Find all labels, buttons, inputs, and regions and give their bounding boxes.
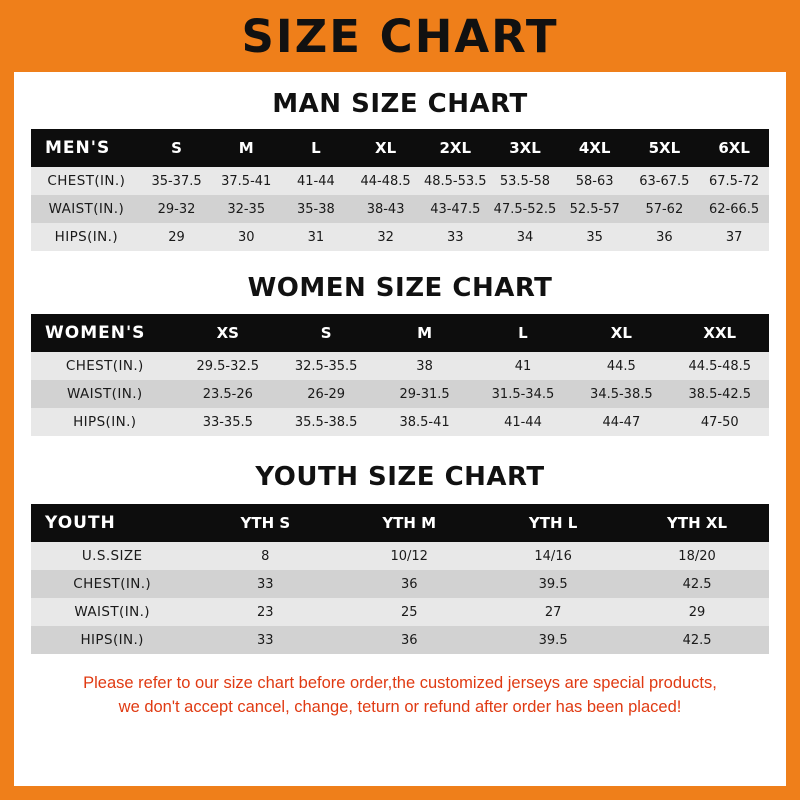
youth-cell-0-0: 8	[261, 548, 270, 564]
men-cell-1-2: 35-38	[297, 201, 335, 217]
women-header-cell-2: S	[320, 324, 332, 342]
women-table-header	[31, 314, 769, 352]
men-cell-2-5: 34	[516, 229, 534, 245]
table-header-row	[31, 129, 769, 167]
men-cell-2-2: 31	[307, 229, 325, 245]
men-cell-1-5: 47.5-52.5	[493, 201, 557, 217]
men-cell-2-1: 30	[237, 229, 255, 245]
women-size-table	[31, 314, 769, 436]
women-cell-2-4: 44-47	[602, 414, 641, 430]
youth-cell-0-3: 18/20	[678, 548, 716, 564]
men-header-cell-8: 5XL	[648, 139, 681, 157]
youth-header-cell-2: YTH M	[382, 514, 437, 532]
men-cell-0-0: 35-37.5	[151, 173, 202, 189]
men-cell-0-3: 44-48.5	[360, 173, 411, 189]
men-header-cell-9: 6XL	[718, 139, 750, 157]
men-cell-1-8: 62-66.5	[709, 201, 760, 217]
women-cell-0-3: 41	[514, 358, 532, 374]
women-cell-0-5: 44.5-48.5	[688, 358, 752, 374]
men-row-label-1: WAIST(IN.)	[48, 201, 125, 217]
youth-cell-0-2: 14/16	[534, 548, 572, 564]
content-area	[14, 89, 786, 720]
footer-note-line-2: we don't accept cancel, change, teturn or refund after order has been placed!	[118, 697, 682, 716]
men-cell-2-6: 35	[586, 229, 603, 245]
youth-table-header	[31, 504, 769, 542]
youth-size-table	[31, 504, 769, 654]
header-band	[0, 0, 800, 72]
women-cell-1-4: 34.5-38.5	[590, 386, 653, 402]
youth-cell-2-1: 25	[400, 604, 418, 620]
men-cell-2-4: 33	[447, 229, 464, 245]
women-cell-0-1: 32.5-35.5	[294, 358, 358, 374]
men-cell-1-1: 32-35	[227, 201, 266, 217]
men-header-cell-7: 4XL	[578, 139, 611, 157]
women-cell-1-5: 38.5-42.5	[688, 386, 752, 402]
men-cell-0-2: 41-44	[297, 173, 335, 189]
women-header-cell-1: XS	[216, 324, 239, 342]
youth-cell-0-1: 10/12	[390, 548, 428, 564]
men-cell-0-4: 48.5-53.5	[423, 173, 487, 189]
footer-note-line-1: Please refer to our size chart before order,the customized jerseys are special products,	[83, 674, 717, 692]
youth-header-cell-1: YTH S	[240, 514, 291, 532]
women-cell-2-5: 47-50	[700, 414, 739, 430]
men-cell-0-1: 37.5-41	[221, 173, 272, 189]
men-header-cell-5: 2XL	[439, 139, 472, 157]
women-header-cell-6: XXL	[703, 324, 737, 342]
youth-header-cell-0: YOUTH	[45, 513, 116, 533]
women-header-cell-4: L	[518, 324, 528, 342]
women-cell-0-0: 29.5-32.5	[196, 358, 260, 374]
women-header-cell-3: M	[417, 324, 433, 342]
men-header-cell-3: L	[311, 139, 321, 157]
men-size-table	[31, 129, 769, 251]
women-cell-2-0: 33-35.5	[202, 414, 253, 430]
table-row	[31, 380, 769, 408]
youth-cell-2-3: 29	[688, 604, 706, 620]
table-row	[31, 352, 769, 380]
table-row	[31, 195, 769, 223]
youth-cell-1-2: 39.5	[538, 576, 568, 592]
men-row-label-2: HIPS(IN.)	[54, 229, 119, 245]
table-header-row	[31, 314, 769, 352]
women-row-label-2: HIPS(IN.)	[73, 414, 137, 430]
women-header-cell-5: XL	[610, 324, 632, 342]
men-row-label-0: CHEST(IN.)	[47, 173, 126, 189]
men-cell-2-7: 36	[656, 229, 673, 245]
footer-note	[31, 672, 769, 720]
youth-cell-2-2: 27	[544, 604, 562, 620]
men-table-header	[31, 129, 769, 167]
women-cell-2-2: 38.5-41	[399, 414, 450, 430]
women-cell-2-3: 41-44	[504, 414, 542, 430]
youth-cell-3-3: 42.5	[682, 632, 712, 648]
women-cell-0-2: 38	[416, 358, 433, 374]
youth-row-label-3: HIPS(IN.)	[80, 632, 144, 648]
women-section-title: WOMEN SIZE CHART	[247, 273, 553, 303]
men-header-cell-2: M	[238, 139, 254, 157]
women-cell-1-0: 23.5-26	[202, 386, 253, 402]
table-row	[31, 167, 769, 195]
women-cell-1-2: 29-31.5	[399, 386, 450, 402]
women-cell-2-1: 35.5-38.5	[294, 414, 358, 430]
youth-row-label-1: CHEST(IN.)	[73, 576, 152, 592]
youth-cell-1-3: 42.5	[682, 576, 712, 592]
men-header-cell-0: MEN'S	[45, 138, 111, 158]
men-cell-2-0: 29	[168, 229, 185, 245]
table-row	[31, 570, 769, 598]
men-cell-1-3: 38-43	[366, 201, 405, 217]
men-cell-2-3: 32	[377, 229, 394, 245]
women-cell-0-4: 44.5	[606, 358, 636, 374]
table-row	[31, 542, 769, 570]
women-header-cell-0: WOMEN'S	[45, 323, 146, 343]
youth-table-body	[31, 542, 769, 654]
bottom-band	[0, 786, 800, 800]
men-cell-2-8: 37	[725, 229, 743, 245]
youth-cell-1-0: 33	[257, 576, 274, 592]
men-table-body	[31, 167, 769, 251]
table-row	[31, 626, 769, 654]
youth-cell-3-2: 39.5	[538, 632, 568, 648]
man-section-title: MAN SIZE CHART	[272, 89, 528, 119]
youth-cell-2-0: 23	[257, 604, 274, 620]
men-header-cell-6: 3XL	[509, 139, 541, 157]
men-header-cell-4: XL	[375, 139, 397, 157]
women-cell-1-3: 31.5-34.5	[491, 386, 555, 402]
men-cell-1-7: 57-62	[645, 201, 684, 217]
youth-section-title: YOUTH SIZE CHART	[255, 462, 545, 492]
youth-header-cell-3: YTH L	[528, 514, 578, 532]
youth-header-cell-4: YTH XL	[667, 514, 728, 532]
youth-row-label-2: WAIST(IN.)	[74, 604, 150, 620]
youth-cell-1-1: 36	[400, 576, 418, 592]
youth-cell-3-1: 36	[400, 632, 418, 648]
men-cell-0-6: 58-63	[575, 173, 614, 189]
youth-row-label-0: U.S.SIZE	[81, 548, 143, 564]
table-row	[31, 408, 769, 436]
men-cell-0-8: 67.5-72	[709, 173, 760, 189]
men-cell-1-6: 52.5-57	[569, 201, 620, 217]
men-cell-0-5: 53.5-58	[499, 173, 551, 189]
men-cell-1-4: 43-47.5	[430, 201, 481, 217]
youth-cell-3-0: 33	[257, 632, 274, 648]
women-row-label-1: WAIST(IN.)	[67, 386, 143, 402]
table-row	[31, 223, 769, 251]
men-header-cell-1: S	[171, 139, 182, 157]
women-row-label-0: CHEST(IN.)	[65, 358, 144, 374]
women-table-body	[31, 352, 769, 436]
men-cell-0-7: 63-67.5	[639, 173, 690, 189]
table-header-row	[31, 504, 769, 542]
page-title: SIZE CHART	[241, 9, 559, 63]
women-cell-1-1: 26-29	[307, 386, 346, 402]
table-row	[31, 598, 769, 626]
men-cell-1-0: 29-32	[157, 201, 196, 217]
